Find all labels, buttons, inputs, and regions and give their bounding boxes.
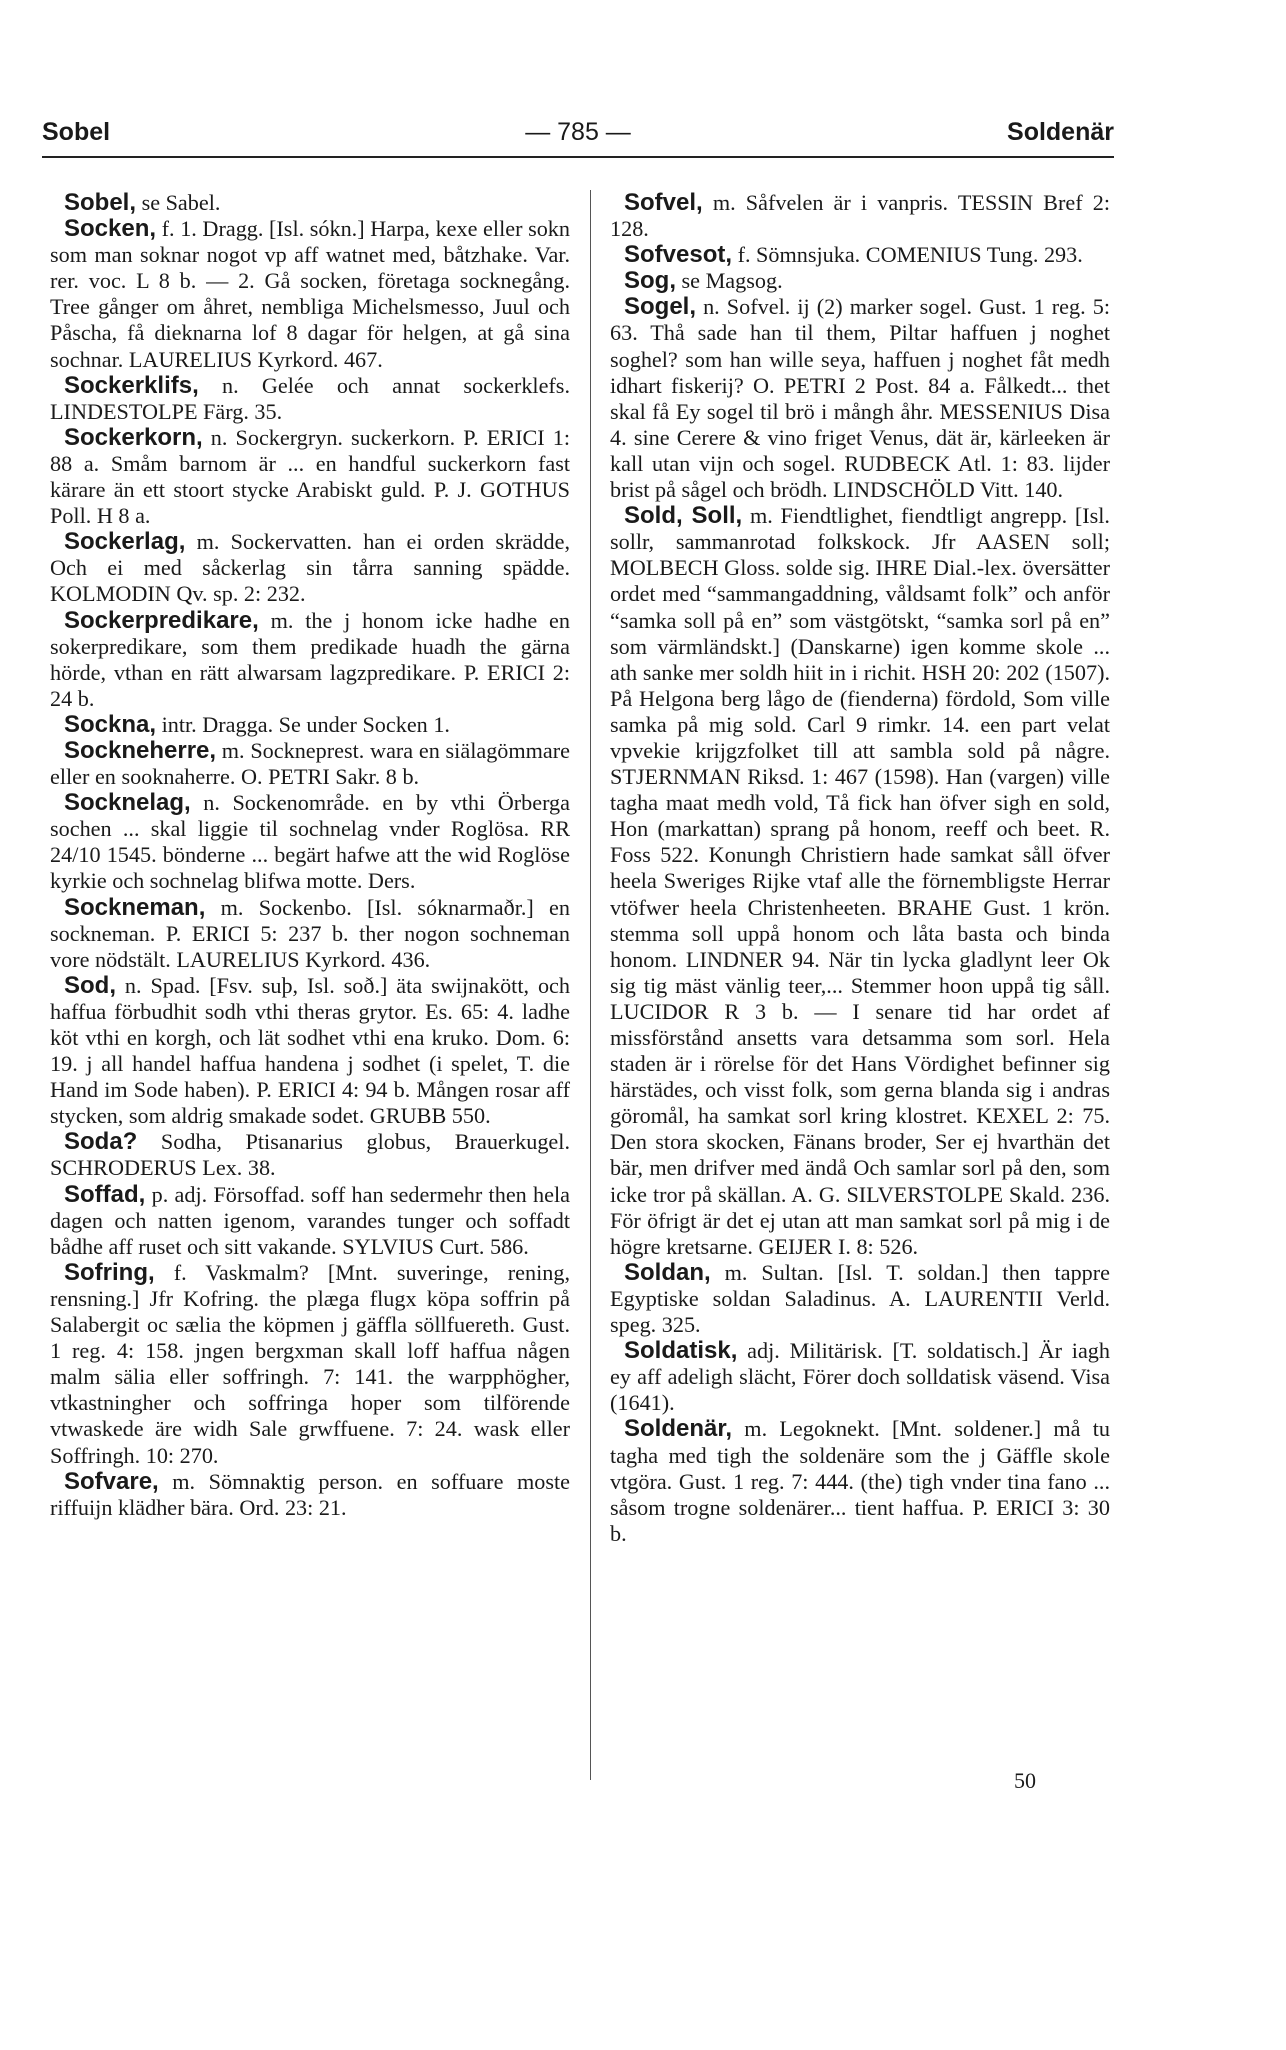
page-header [42, 118, 1114, 152]
entry-definition: m. Legoknekt. [Mnt. soldener.] må tu tagha med tigh the soldenäre som the j Gäffle skole vtgöra. Gust. 1 reg. 7: 444. (the) tigh vnder tina fano ... såsom trogne soldenärer... tient haffua. P. ERICI 3: 30 b. [610, 1416, 1110, 1546]
entry-definition: se Magsog. [676, 268, 783, 294]
dictionary-entry [610, 1260, 1110, 1338]
entry-headword: Sockerkorn, [64, 423, 203, 451]
dictionary-entry [610, 1416, 1110, 1546]
entry-definition: m. Fiendtlighet, fiendtligt angrepp. [Isl. sollr, sammanrotad folkskock. Jfr AASEN soll; MOLBECH Gloss. solde sig. IHRE Dial.-lex. översätter ordet med “sammangaddning, våldsamt folk” och anför “samka soll på en” som västgötskt, “samka sorl på en” som värmländskt.] (Danskarne) igen komme skole ... ath sanke mer soldh hiit in i richit. HSH 20: 202 (1507). På Helgona berg lågo de (fienderna) fördold, Som ville samka på mig sold. Carl 9 rimkr. 14. een part velat vpvekie krijgzfolket till att sambla sold på någre. STJERNMAN Riksd. 1: 467 (1598). Han (vargen) ville tagha maat medh vold, Tå fick han öfver sigh en sold, Hon (markattan) sprang på honom, reeff och beet. R. Foss 522. Konungh Christiern hade samkat såll öfver heela Sweriges Rijke vtaf alle the förnembligste Herrar vtöfwer heela Christenheeten. BRAHE Gust. 1 krön. stemma soll uppå honom och låta basta och binda honom. LINDNER 94. När tin lycka gladlynt leer Ok sig tig mäst vänlig teer,... Stemmer hoon uppå tig såll. LUCIDOR R 3 b. — I senare tid har ordet af missförstånd ansetts vara detsamma som sorl. Hela staden är i rörelse för det Hans Vördighet befinner sig härstädes, och visst folk, som gerna blanda sig i andras göromål, ha samkat sorl kring klostret. KEXEL 2: 75. Den stora skocken, Fänans broder, Ser ej hvarthän det bär, men drifver med ändå Och samlar sorl på den, som icke tror på skällan. A. G. SILVERSTOLPE Skald. 236. För öfrigt är det ej utan att man samkat sorl på mig i de högre kretsarne. GEIJER I. 8: 526. [610, 503, 1110, 1259]
dictionary-entry [610, 1338, 1110, 1416]
entry-definition: m. Sömnaktig person. en soffuare moste riffuijn klädher bära. Ord. 23: 21. [50, 1468, 570, 1520]
entry-headword: Sofring, [64, 1258, 155, 1286]
entry-headword: Soldenär, [624, 1415, 733, 1443]
entry-headword: Sockerklifs, [64, 371, 199, 399]
entry-headword: Sod, [64, 971, 116, 999]
entry-definition: Sodha, Ptisanarius globus, Brauerkugel. SCHRODERUS Lex. 38. [50, 1129, 570, 1181]
dictionary-entry [50, 216, 570, 373]
entry-headword: Sogel, [624, 293, 697, 321]
entry-definition: n. Sockergryn. suckerkorn. P. ERICI 1: 88 a. Småm barnom är ... en handful suckerkorn fast kärare än ett stoort stycke Arabiskt guld. P. J. GOTHUS Poll. H 8 a. [50, 424, 570, 529]
entry-definition: m. Sockenbo. [Isl. sóknarmaðr.] en sockneman. P. ERICI 5: 237 b. ther nogon sochneman vore nödstält. LAURELIUS Kyrkord. 436. [50, 894, 570, 972]
entry-headword: Sockneman, [64, 893, 206, 921]
dictionary-entry [50, 1260, 570, 1469]
entry-definition: f. Sömnsjuka. COMENIUS Tung. 293. [732, 242, 1083, 268]
entry-definition: n. Sockenområde. en by vthi Örberga sochen ... skal liggie til sochnelag vnder Roglösa. RR 24/10 1545. bönderne ... begärt hafwe att the wid Roglöse kyrkie och sochnelag blifwa motte. Ders. [50, 790, 570, 894]
header-page-number: — 785 — [525, 118, 631, 146]
entry-definition: se Sabel. [136, 190, 221, 215]
entry-headword: Soda? [64, 1128, 138, 1156]
entry-headword: Sockneherre, [64, 736, 217, 764]
dictionary-entry [50, 1129, 570, 1181]
entry-definition: m. Sultan. [Isl. T. soldan.] then tappre Egyptiske soldan Saladinus. A. LAURENTII Verld. speg. 325. [610, 1259, 1110, 1338]
entry-headword: Sofvel, [624, 189, 703, 216]
entry-headword: Sockna, [64, 710, 157, 738]
column-divider [590, 190, 591, 1780]
entry-definition: f. Vaskmalm? [Mnt. suveringe, rening, rensning.] Jfr Kofring. the plæga flugx köpa soffrin på Salabergit oc sælia the köpmen j gäffla söllfuereth. Gust. 1 reg. 4: 158. jngen bergxman skall loff haffua någen malm sälia eller soffringh. 7: 141. the warpphögher, vtkastningher och soffringa hoper som tilförende vtwaskede äre widh Sale grwffuene. 7: 24. wask eller Soffringh. 10: 270. [50, 1259, 570, 1468]
entry-headword: Socken, [64, 215, 157, 243]
entry-definition: intr. Dragga. Se under Socken 1. [156, 711, 450, 737]
dictionary-entry [610, 268, 1110, 294]
entry-definition: n. Sofvel. ij (2) marker sogel. Gust. 1 reg. 5: 63. Thå sade han til them, Piltar haffuen j noghet soghel? som han wille seya, haffuen j noghet fåt medh idhart fiskerij? O. PETRI 2 Post. 84 a. Fålkedt... thet skal få Ey sogel til brö i mångh åhr. MESSENIUS Disa 4. sine Cerere & vino friget Venus, dät är, kärleeken är kall utan vijn och sogel. RUDBECK Atl. 1: 83. lijder brist på sågel och brödh. LINDSCHÖLD Vitt. 140. [610, 294, 1110, 503]
dictionary-entry [610, 503, 1110, 1260]
entry-headword: Sobel, [64, 189, 137, 216]
dictionary-entry [50, 895, 570, 973]
entry-headword: Sog, [624, 267, 676, 295]
dictionary-entry [50, 1469, 570, 1521]
dictionary-entry [50, 712, 570, 738]
dictionary-entry [50, 608, 570, 712]
dictionary-entry [50, 790, 570, 894]
entry-definition: m. Sockervatten. han ei orden skrädde, Och ei med såckerlag sin tårra sanning spädde. KOLMODIN Qv. sp. 2: 232. [50, 529, 570, 607]
entry-definition: n. Gelée och annat sockerklefs. LINDESTOLPE Färg. 35. [50, 372, 570, 424]
dictionary-entry [50, 373, 570, 425]
entry-headword: Sockerlag, [64, 528, 186, 556]
dictionary-entry [50, 425, 570, 529]
entry-headword: Sold, Soll, [624, 502, 743, 530]
dictionary-entry [610, 242, 1110, 268]
header-right-headword: Soldenär [1007, 118, 1114, 146]
left-column [50, 190, 570, 1521]
entry-definition: m. Sockneprest. wara en siälagömmare eller en sooknaherre. O. PETRI Sakr. 8 b. [50, 737, 570, 790]
dictionary-entry [50, 529, 570, 607]
entry-headword: Sockerpredikare, [64, 606, 259, 634]
entry-definition: adj. Militärisk. [T. soldatisch.] Är iagh ey aff adeligh slächt, Förer doch solldatisk väsend. Visa (1641). [610, 1338, 1110, 1416]
dictionary-entry [50, 1182, 570, 1260]
entry-headword: Sofvare, [64, 1467, 159, 1495]
right-column [610, 190, 1110, 1547]
entry-definition: m. Såfvelen är i vanpris. TESSIN Bref 2: 128. [610, 190, 1110, 242]
header-left-headword: Sobel [42, 118, 111, 146]
header-rule [42, 156, 1114, 158]
dictionary-entry [50, 190, 570, 216]
entry-definition: n. Spad. [Fsv. suþ, Isl. soð.] äta swijnakött, och haffua förbudhit sodh vthi theras grytor. Es. 65: 4. ladhe köt vthi en korgh, och lät sodhet vthi ena kruko. Dom. 6: 19. j all handel haffua handena j sodhet (i spelet, T. die Hand im Sode haben). P. ERICI 4: 94 b. Mången rosar aff stycken, som aldrig smakade sodet. GRUBB 550. [50, 972, 570, 1129]
entry-headword: Soldatisk, [624, 1337, 738, 1365]
footer-signature-number: 50 [1014, 1768, 1036, 1793]
dictionary-entry [50, 738, 570, 790]
entry-headword: Sofvesot, [624, 241, 733, 269]
dictionary-entry [610, 190, 1110, 242]
dictionary-entry [610, 294, 1110, 503]
entry-definition: p. adj. Försoffad. soff han sedermehr then hela dagen och natten igenom, varandes tunger och soffadt bådhe aff ruset och sitt vakande. SYLVIUS Curt. 586. [50, 1181, 570, 1259]
entry-definition: f. 1. Dragg. [Isl. sókn.] Harpa, kexe eller sokn som man soknar nogot vp aff watnet med, båtzhake. Var. rer. voc. L 8 b. — 2. Gå socken, företaga socknegång. Tree gånger om åhret, nembliga Michelsmesso, Juul och Påscha, få dieknarna lof 8 dagar för helgen, at gå sina sochnar. LAURELIUS Kyrkord. 467. [50, 216, 570, 372]
entry-headword: Soffad, [64, 1180, 146, 1208]
entry-definition: m. the j honom icke hadhe en sokerpredikare, som them predikade huadh the gärna hörde, vthan en rätt alwarsam lagzpredikare. P. ERICI 2: 24 b. [50, 607, 570, 711]
entry-headword: Soldan, [624, 1258, 711, 1286]
dictionary-entry [50, 973, 570, 1130]
entry-headword: Socknelag, [64, 789, 191, 817]
